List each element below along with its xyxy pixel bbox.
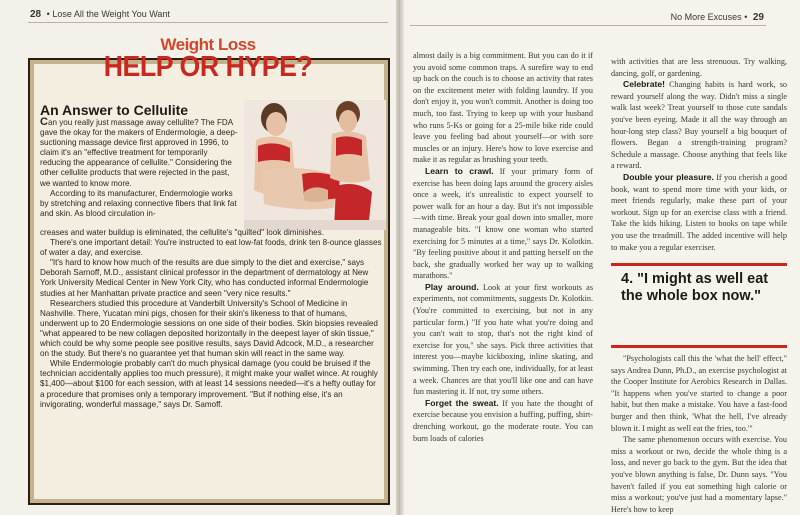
right-column-3 [611,353,787,515]
right-paragraph-1: almost daily is a big commitment. But you can do it if you avoid some common traps. A surefire way to end up back on the couch is to choose an activity that rates on the excitement meter with folding laundry. If you don't enjoy it, you won't commit. Another is doing too much, too fast. Trying to keep up with your husband who runs 5-Ks or going for a 25-mile bike ride could leave you feeling bad about yourself—or with sore muscles or an injury. Here's how to love exercise and make it as regular as brushing your teeth. [413,51,593,165]
right-paragraph-8: "Psychologists call this the 'what the hell' effect," says Andrea Dunn, Ph.D., an exercise psychologist at the Cooper Institute for Aerobics Research in Dallas. "It happens when you've started to change a poor habit, but then make a mistake. You have a fast-food burger and then think, 'What the hell, I've already blown it. I might as well eat the fries, too.'" [611,354,787,433]
subhead-play-around: Play around. [425,281,479,292]
left-running-head: Lose All the Weight You Want [52,9,170,19]
left-header-rule [28,22,388,23]
sidebar-column-top [40,117,240,219]
sidebar-paragraph-3: There's one important detail: You're instructed to eat low-fat foods, drink ten 8-ounce glasses of water a day, and exercise. [40,238,382,258]
header-bullet: • [46,9,50,19]
right-paragraph-7: Double your pleasure. If you cherish a good book, want to spend more time with your kids, or meet friends regularly, make these part of your workout. Sign up for an exercise class with a friend. Take the kids hiking. Listen to books on tape while you use the treadmill. The added incentive will help to make you a regular exerciser. [611,171,787,252]
left-running-header [30,9,170,20]
right-paragraph-3: Play around. Look at your first workouts as experiments, not commitments, suggests Dr. Kolotkin. (You're committed to exercising, but not in any particular form.) "If you hate what you're doing and you can't wait to stop, that's not the right kind of exercise for you," she says. Pick three activities that interest you—maybe kickboxing, inline skating, and swimming. Then try each one, individually, for at least a week. Chances are that you'll like one and can have fun mastering it. If not, try some others. [413,281,594,397]
right-paragraph-9: The same phenomenon occurs with exercise. You miss a workout or two, decide the whole thing is a loss, and never go back to the gym. But the idea that you've blown anything is false, Dr. Dunn says. "You haven't failed if you eat something high calorie or miss a workout; you've just had a momentary lapse." Here's how to keep [611,435,787,514]
sidebar-paragraph-2-cont: creases and water buildup is eliminated, the cellulite's "quilted" look diminishes. [40,228,324,237]
right-running-head: No More Excuses [670,12,742,22]
right-paragraph-4: Forget the sweat. If you hate the thought of exercise because you envision a huffing, puffing, shirt-drenching workout, go the moderate route. You can burn loads of calories [413,397,594,443]
sidebar-paragraph-4: "It's hard to know how much of the results are due simply to the diet and exercise," says Deborah Sarnoff, M.D., assistant clinical professor in the department of dermatology at New York University Medical Center in New York City, who has conducted informal Endermologie studies at her Manhattan private practice and seen "very nice results." [40,258,369,298]
sidebar-paragraph-6: While Endermologie probably can't do much physical damage (you could be bruised if the technician accidentally applies too much pressure), it might make your wallet wince. At roughly $1,400—about $100 for each session, with at least 14 sessions needed—it's a hefty outlay for a procedure that promises only a temporary improvement. "But if nothing else, it's an invigorating, wonderful massage," says Dr. Samoff. [40,359,378,409]
subhead-celebrate: Celebrate! [623,79,666,90]
right-header-rule [410,25,766,26]
sidebar-paragraph-5: Researchers studied this procedure at Vanderbilt University's School of Medicine in Nashville. There, Yucatan mini pigs, chosen for their skin's likeness to that of humans, underwent up to 20 Endermologie sessions on one side of their bodies. Skin biopsies revealed "what appeared to be new collagen deposited horizontally in the deepest layer of skin tissue," which could be why some people see positive results, says David Adcock, M.D., a researcher on the study. But there's no guarantee yet that human skin will react in the same way. [40,298,378,359]
header-bullet: • [744,12,748,22]
callout-rule-bottom [611,345,787,348]
callout-rule-top [611,263,787,266]
photo-illustration [244,100,386,230]
callout-heading: 4. "I might as well eat the whole box now." [621,271,769,304]
photo-woman-massage [244,100,386,230]
sidebar-subtitle: An Answer to Cellulite [40,102,189,118]
right-column-2 [611,56,787,253]
sidebar-paragraph-2: According to its manufacturer, Endermologie works by stretching and relaxing connective fibers that link fat and skin. As blood circulation in- [40,188,237,218]
right-running-header [671,12,764,23]
pull-quote-callout [611,263,787,349]
right-paragraph-5: with activities that are less strenuous. Try walking, dancing, golf, or gardening. [611,57,787,78]
drop-cap: C [40,116,48,128]
title-big: HELP OR HYPE? [103,51,313,83]
left-page-number: 28 [30,9,42,20]
sidebar-column-bottom [40,228,382,410]
right-page-number: 29 [752,12,764,23]
sidebar-paragraph-1: Can you really just massage away cellulite? The FDA gave the okay for the makers of Endermologie, a deep-suctioning massage device first approved in 1996, to claim it's an "effective treatment for temporarily reducing the appearance of cellulite." Considering the other cellulite products that were rejected in the past, we wanted to know more. [40,116,238,188]
right-paragraph-2: Learn to crawl. If your primary form of exercise has been doing laps around the grocery aisles once a week, it's unrealistic to expect yourself to power walk for an hour a day. But it's not impossible—with time. Break your goal down into smaller, more manageable bits. "I know one woman who started exercising for 5 minutes at a time," says Dr. Kolotkin. "By feeling positive about it and patting herself on the back, she gradually worked her way up to walking marathons." [413,165,593,281]
subhead-double-your-pleasure: Double your pleasure. [623,171,714,182]
page-gutter [396,0,404,515]
title-small: Weight Loss [160,35,256,54]
subhead-learn-to-crawl: Learn to crawl. [425,165,494,176]
right-paragraph-6: Celebrate! Changing habits is hard work, so reward yourself along the way. Didn't miss a single walk last week? Treat yourself to those cute sandals you've been eyeing. Made it all the way through an hour-long step class? Buy yourself a big bouquet of flowers. Began a strength-training program? Schedule a massage. Choose anything that feels like a reward. [611,79,787,171]
subhead-forget-the-sweat: Forget the sweat. [425,397,499,408]
right-column-1 [413,50,593,444]
sidebar-title [28,36,388,81]
